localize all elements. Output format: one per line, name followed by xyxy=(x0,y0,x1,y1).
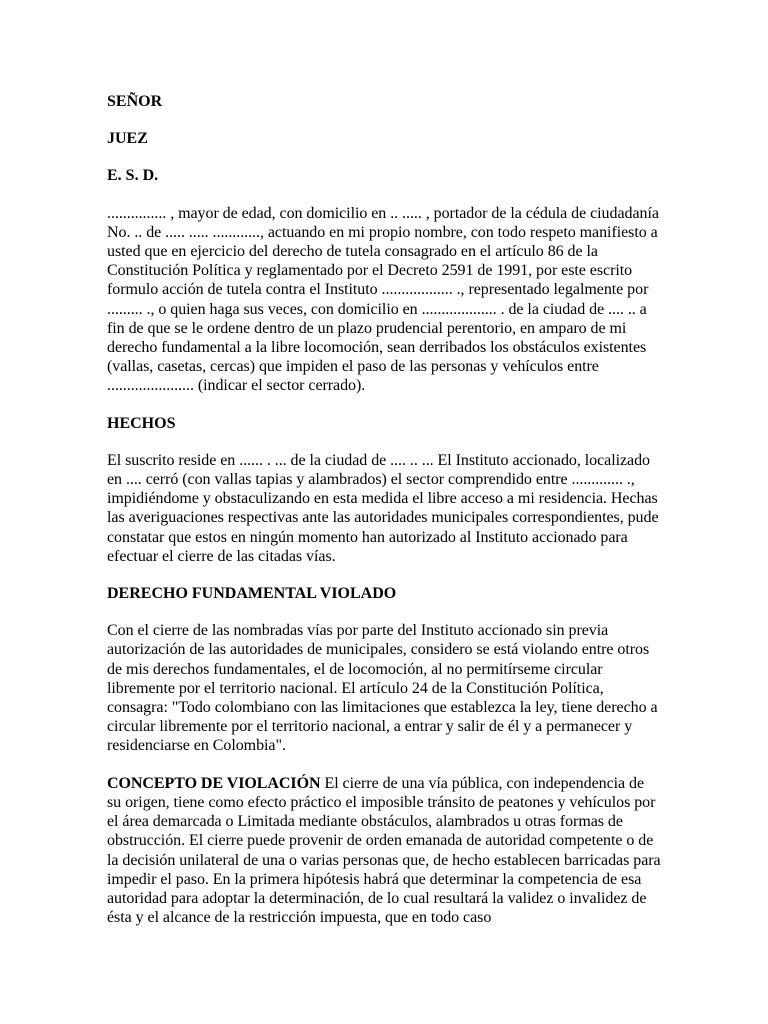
salutation-juez: JUEZ xyxy=(107,130,148,148)
hechos-paragraph: El suscrito reside en ...... . ... de la ciudad de .... .. ... El Instituto accionado, localizado en .... cerró (con vallas tapias y alambrados) el sector comprendido entre ............. ., impidiéndome y obstaculizando en esta medida el libre acceso a mi residencia. Hechas las averiguaciones respectivas ante las autoridades municipales correspondientes, pude constatar que estos en ningún momento han autorizado al Instituto accionado para efectuar el cierre de las citadas vías. xyxy=(107,451,659,565)
intro-paragraph: ............... , mayor de edad, con domicilio en .. ..... , portador de la cédula de ciudadanía No. .. de ..... ..... ............, actuando en mi propio nombre, con todo respeto manifiesto a usted que en ejercicio del derecho de tutela consagrado en el artículo 86 de la Constitución Política y reglamentado por el Decreto 2591 de 1991, por este escrito formulo acción de tutela contra el Instituto .................. ., representado legalmente por ......... ., o quien haga sus veces, con domicilio en ................... . de la ciudad de .... .. a fin de que se le ordene dentro de un plazo prudencial perentorio, en amparo de mi derecho fundamental a la libre locomoción, sean derribados los obstáculos existentes (vallas, casetas, cercas) que impiden el paso de las personas y vehículos entre ...................... (indicar el sector cerrado). xyxy=(107,204,659,395)
section-title-hechos: HECHOS xyxy=(107,414,176,432)
section-title-derecho: DERECHO FUNDAMENTAL VIOLADO xyxy=(107,585,397,603)
derecho-paragraph: Con el cierre de las nombradas vías por parte del Instituto accionado sin previa autorización de las autoridades de municipales, considero se está violando entre otros de mis derechos fundamentales, el de locomoción, al no permitírseme circular libremente por el territorio nacional. El artículo 24 de la Constitución Política, consagra: "Todo colombiano con las limitaciones que establezca la ley, tiene derecho a circular libremente por el territorio nacional, a entrar y salir de él y a permanecer y residenciarse en Colombia". xyxy=(107,622,658,755)
section-title-concepto: CONCEPTO DE VIOLACIÓN xyxy=(107,774,321,792)
document-page xyxy=(107,90,662,927)
concepto-body: El cierre de una vía pública, con independencia de su origen, tiene como efecto práctico el imposible tránsito de peatones y vehículos por el área demarcada o Limitada mediante obstáculos, alambrados u otras formas de obstrucción. El cierre puede provenir de orden emanada de autoridad competente o de la decisión unilateral de una o varias personas que, de hecho establecen barricadas para impedir el paso. En la primera hipótesis habrá que determinar la competencia de esa autoridad para adoptar la determinación, de lo cual resultará la validez o invalidez de ésta y el alcance de la restricción impuesta, que en todo caso xyxy=(107,774,661,927)
salutation-senor: SEÑOR xyxy=(107,93,163,110)
concepto-paragraph xyxy=(107,774,662,928)
salutation-esd: E. S. D. xyxy=(107,167,159,185)
